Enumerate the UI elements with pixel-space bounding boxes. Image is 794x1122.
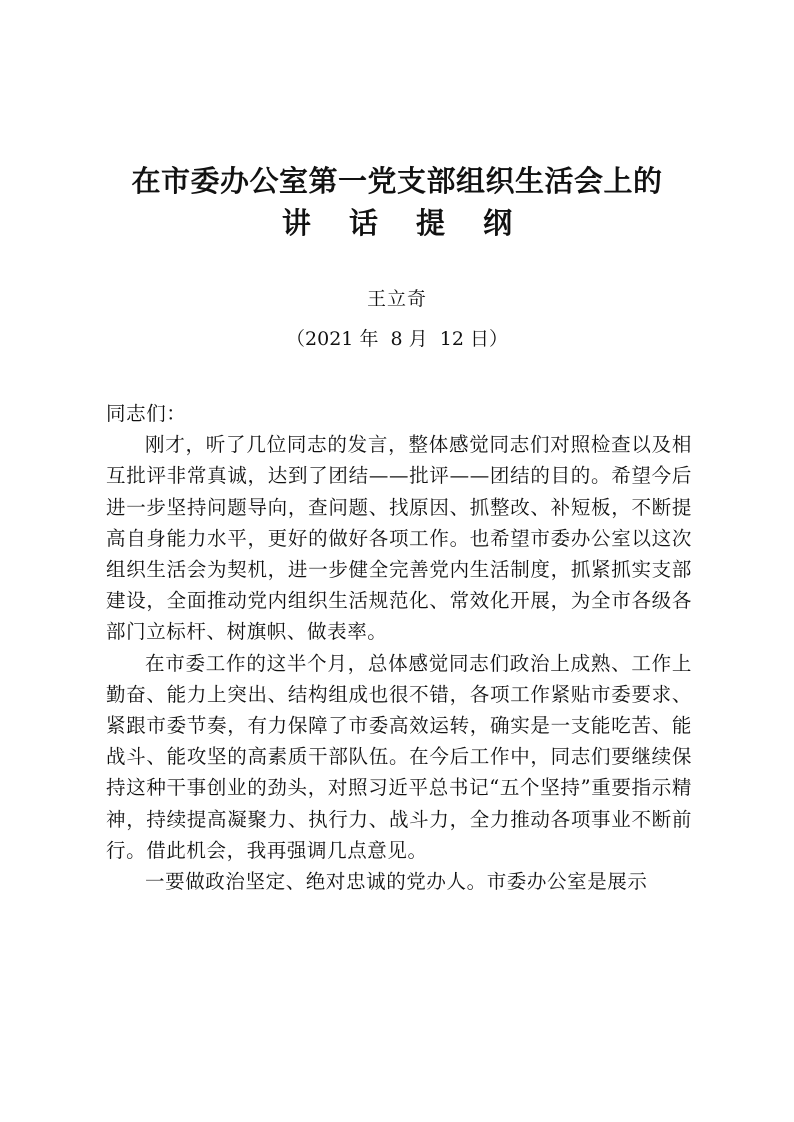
title-line-1: 在市委办公室第一党支部组织生活会上的 [131, 164, 663, 198]
speech-date: （2021 年 8 月 12 日） [286, 328, 508, 350]
paragraph-1: 刚才，听了几位同志的发言，整体感觉同志们对照检查以及相互批评非常真诚，达到了团结——批评——团结的目的。希望今后进一步坚持问题导向，查问题、找原因、抓整改、补短板，不断提高自身能力水平，更好的做好各项工作。也希望市委办公室以这次组织生活会为契机，进一步健全完善党内生活制度，抓紧抓实支部建设，全面推动党内组织生活规范化、常效化开展，为全市各级各部门立标杆、树旗帜、做表率。 [106, 433, 692, 644]
paragraph-2: 在市委工作的这半个月，总体感觉同志们政治上成熟、工作上勤奋、能力上突出、结构组成也很不错，各项工作紧贴市委要求、紧跟市委节奏，有力保障了市委高效运转，确实是一支能吃苦、能战斗、能攻坚的高素质干部队伍。在今后工作中，同志们要继续保持这种干事创业的劲头，对照习近平总书记“五个坚持”重要指示精神，持续提高凝聚力、执行力、战斗力，全力推动各项事业不断前行。借此机会，我再强调几点意见。 [106, 651, 692, 862]
speech-body [106, 398, 692, 897]
author-name: 王立奇 [366, 288, 427, 310]
paragraph-3: 一要做政治坚定、绝对忠诚的党办人。市委办公室是展示 [145, 870, 648, 894]
document-title [0, 160, 794, 244]
salutation: 同志们： [106, 402, 187, 425]
title-line-2: 讲 话 提 纲 [281, 206, 527, 240]
